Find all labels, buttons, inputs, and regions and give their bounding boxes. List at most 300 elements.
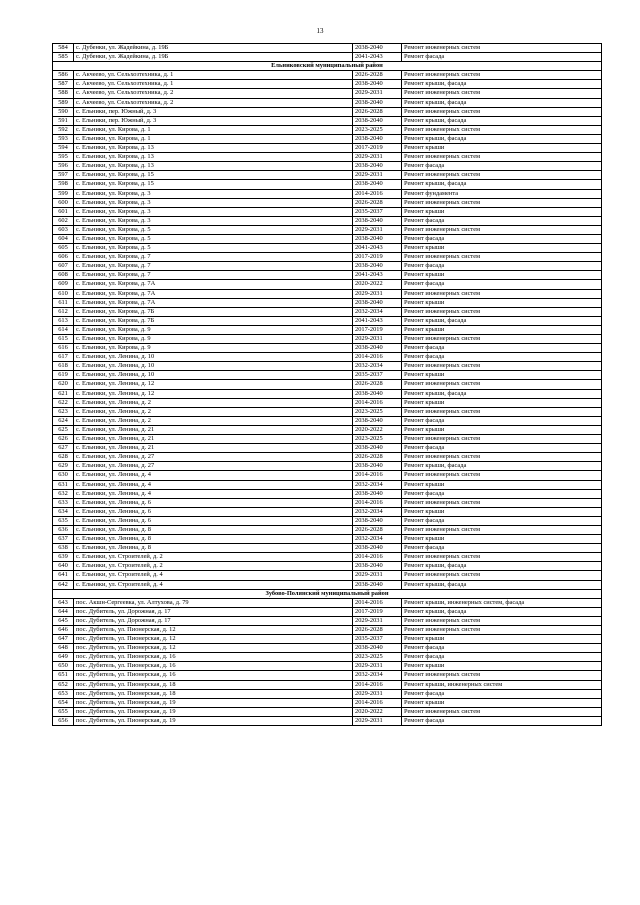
table-row [53,98,602,107]
row-address: с. Ельники, ул. Ленина, д. 10 [74,353,353,362]
row-period: 2017-2019 [353,144,402,153]
table-row [53,507,602,516]
row-number: 655 [53,707,74,716]
row-address: с. Ельники, ул. Кирова, д. 7А [74,280,353,289]
row-address: с. Ельники, ул. Ленина, д. 21 [74,435,353,444]
row-period: 2029-2031 [353,153,402,162]
row-work-type: Ремонт инженерных систем [402,671,602,680]
row-number: 589 [53,98,74,107]
row-number: 606 [53,253,74,262]
row-number: 600 [53,198,74,207]
table-row [53,562,602,571]
row-work-type: Ремонт фасада [402,489,602,498]
row-work-type: Ремонт инженерных систем [402,307,602,316]
row-address: с. Ельники, ул. Ленина, д. 2 [74,416,353,425]
table-row [53,435,602,444]
row-address: пос. Дубитель, ул. Пионерская, д. 12 [74,644,353,653]
row-number: 633 [53,498,74,507]
table-row [53,89,602,98]
row-address: с. Ельники, ул. Кирова, д. 5 [74,244,353,253]
row-address: с. Ельники, ул. Кирова, д. 7А [74,298,353,307]
table-row [53,316,602,325]
row-number: 629 [53,462,74,471]
row-address: с. Ельники, ул. Ленина, д. 8 [74,525,353,534]
row-work-type: Ремонт фасада [402,53,602,62]
section-row [53,589,602,598]
row-period: 2023-2025 [353,653,402,662]
row-address: с. Ельники, ул. Ленина, д. 12 [74,380,353,389]
table-row [53,571,602,580]
row-work-type: Ремонт крыши [402,298,602,307]
row-period: 2017-2019 [353,253,402,262]
row-period: 2032-2034 [353,507,402,516]
table-row [53,480,602,489]
row-work-type: Ремонт фасада [402,444,602,453]
row-work-type: Ремонт фасада [402,262,602,271]
row-work-type: Ремонт крыши [402,662,602,671]
row-number: 599 [53,189,74,198]
row-address: с. Ельники, ул. Кирова, д. 13 [74,153,353,162]
table-row [53,407,602,416]
row-number: 593 [53,134,74,143]
row-address: с. Ельники, ул. Кирова, д. 1 [74,125,353,134]
row-address: с. Ельники, ул. Кирова, д. 3 [74,189,353,198]
table-row [53,453,602,462]
table-row [53,171,602,180]
row-period: 2035-2037 [353,371,402,380]
row-number: 644 [53,607,74,616]
table-row [53,307,602,316]
table-row [53,280,602,289]
row-period: 2026-2028 [353,453,402,462]
row-address: пос. Дубитель, ул. Пионерская, д. 16 [74,671,353,680]
table-row [53,125,602,134]
row-address: с. Ельники, ул. Ленина, д. 6 [74,516,353,525]
table-row [53,516,602,525]
row-work-type: Ремонт инженерных систем [402,107,602,116]
row-work-type: Ремонт инженерных систем [402,225,602,234]
repair-schedule-table [52,43,602,726]
row-number: 594 [53,144,74,153]
table-row [53,107,602,116]
row-period: 2038-2040 [353,644,402,653]
table-row [53,535,602,544]
row-number: 622 [53,398,74,407]
row-period: 2026-2028 [353,525,402,534]
table-row [53,198,602,207]
row-address: пос. Дубитель, ул. Пионерская, д. 12 [74,635,353,644]
row-number: 648 [53,644,74,653]
row-address: с. Ельники, ул. Ленина, д. 10 [74,362,353,371]
row-number: 596 [53,162,74,171]
row-period: 2041-2043 [353,244,402,253]
row-address: с. Ельники, ул. Ленина, д. 6 [74,507,353,516]
table-row [53,371,602,380]
row-address: пос. Дубитель, ул. Пионерская, д. 18 [74,680,353,689]
row-period: 2014-2016 [353,353,402,362]
row-number: 607 [53,262,74,271]
row-number: 591 [53,116,74,125]
table-row [53,225,602,234]
row-period: 2026-2028 [353,626,402,635]
table-row [53,444,602,453]
row-address: с. Дубенки, ул. Жадейкина, д. 19Б [74,53,353,62]
table-row [53,616,602,625]
row-number: 639 [53,553,74,562]
row-work-type: Ремонт инженерных систем [402,125,602,134]
table-row [53,671,602,680]
row-number: 642 [53,580,74,589]
row-period: 2038-2040 [353,580,402,589]
row-work-type: Ремонт крыши, инженерных систем [402,680,602,689]
row-number: 628 [53,453,74,462]
row-number: 590 [53,107,74,116]
row-period: 2032-2034 [353,671,402,680]
row-number: 653 [53,689,74,698]
row-period: 2023-2025 [353,435,402,444]
row-period: 2035-2037 [353,635,402,644]
row-number: 623 [53,407,74,416]
row-number: 647 [53,635,74,644]
row-work-type: Ремонт инженерных систем [402,335,602,344]
row-number: 608 [53,271,74,280]
row-address: с. Акчеево, ул. Сельхозтехника, д. 2 [74,98,353,107]
row-period: 2023-2025 [353,407,402,416]
row-number: 645 [53,616,74,625]
row-work-type: Ремонт инженерных систем [402,626,602,635]
row-period: 2029-2031 [353,335,402,344]
row-address: с. Ельники, ул. Ленина, д. 4 [74,489,353,498]
row-number: 611 [53,298,74,307]
row-period: 2035-2037 [353,207,402,216]
row-work-type: Ремонт фасада [402,716,602,725]
table-row [53,662,602,671]
row-work-type: Ремонт инженерных систем [402,407,602,416]
row-number: 616 [53,344,74,353]
row-work-type: Ремонт инженерных систем [402,44,602,53]
row-number: 640 [53,562,74,571]
row-number: 614 [53,325,74,334]
row-address: с. Ельники, ул. Кирова, д. 7 [74,271,353,280]
row-number: 609 [53,280,74,289]
row-address: пос. Акшн-Сергеевка, ул. Алтухова, д. 79 [74,598,353,607]
row-period: 2029-2031 [353,571,402,580]
row-number: 654 [53,698,74,707]
table-row [53,144,602,153]
table-row [53,134,602,143]
row-number: 610 [53,289,74,298]
row-work-type: Ремонт крыши [402,635,602,644]
row-period: 2038-2040 [353,416,402,425]
row-address: с. Ельники, ул. Кирова, д. 3 [74,207,353,216]
row-number: 613 [53,316,74,325]
row-number: 602 [53,216,74,225]
row-work-type: Ремонт крыши, фасада [402,389,602,398]
row-work-type: Ремонт фасада [402,644,602,653]
table-row [53,544,602,553]
row-address: с. Ельники, ул. Кирова, д. 1 [74,134,353,143]
row-period: 2038-2040 [353,298,402,307]
row-work-type: Ремонт фасада [402,653,602,662]
row-work-type: Ремонт инженерных систем [402,89,602,98]
row-address: с. Ельники, ул. Кирова, д. 9 [74,344,353,353]
table-row [53,153,602,162]
section-title: Ельниковский муниципальный район [53,62,602,71]
row-period: 2029-2031 [353,716,402,725]
table-body [53,44,602,726]
row-work-type: Ремонт фасада [402,162,602,171]
table-row [53,234,602,243]
row-address: пос. Дубитель, ул. Дорожная, д. 17 [74,616,353,625]
table-row [53,289,602,298]
row-number: 638 [53,544,74,553]
row-number: 618 [53,362,74,371]
table-row [53,607,602,616]
row-work-type: Ремонт инженерных систем [402,380,602,389]
table-row [53,716,602,725]
row-work-type: Ремонт инженерных систем [402,71,602,80]
row-address: с. Ельники, ул. Кирова, д. 5 [74,225,353,234]
table-row [53,262,602,271]
row-work-type: Ремонт крыши, фасада [402,562,602,571]
row-number: 584 [53,44,74,53]
row-work-type: Ремонт инженерных систем [402,525,602,534]
row-work-type: Ремонт крыши, фасада [402,462,602,471]
row-work-type: Ремонт инженерных систем [402,571,602,580]
row-work-type: Ремонт инженерных систем [402,253,602,262]
row-address: с. Ельники, ул. Кирова, д. 15 [74,180,353,189]
row-work-type: Ремонт инженерных систем [402,471,602,480]
row-number: 621 [53,389,74,398]
row-number: 605 [53,244,74,253]
row-address: с. Ельники, ул. Кирова, д. 7А [74,289,353,298]
row-work-type: Ремонт крыши, фасада [402,316,602,325]
table-row [53,389,602,398]
row-period: 2038-2040 [353,562,402,571]
row-period: 2038-2040 [353,80,402,89]
row-period: 2029-2031 [353,289,402,298]
row-work-type: Ремонт фасада [402,344,602,353]
row-work-type: Ремонт инженерных систем [402,362,602,371]
row-number: 646 [53,626,74,635]
row-number: 651 [53,671,74,680]
row-period: 2032-2034 [353,535,402,544]
row-address: с. Ельники, ул. Ленина, д. 27 [74,453,353,462]
row-period: 2038-2040 [353,462,402,471]
table-row [53,598,602,607]
row-address: с. Ельники, ул. Ленина, д. 8 [74,535,353,544]
row-work-type: Ремонт крыши [402,207,602,216]
row-period: 2014-2016 [353,471,402,480]
row-period: 2026-2028 [353,380,402,389]
row-address: пос. Дубитель, ул. Дорожная, д. 17 [74,607,353,616]
row-period: 2014-2016 [353,698,402,707]
table-row [53,71,602,80]
row-address: с. Ельники, ул. Кирова, д. 7Б [74,316,353,325]
table-row [53,207,602,216]
table-row [53,335,602,344]
table-row [53,380,602,389]
row-period: 2032-2034 [353,362,402,371]
row-number: 631 [53,480,74,489]
row-work-type: Ремонт фасада [402,353,602,362]
row-work-type: Ремонт крыши, фасада [402,607,602,616]
table-row [53,498,602,507]
row-period: 2038-2040 [353,344,402,353]
row-address: с. Ельники, ул. Кирова, д. 3 [74,198,353,207]
table-row [53,80,602,89]
row-period: 2041-2043 [353,271,402,280]
row-address: с. Ельники, ул. Ленина, д. 21 [74,425,353,434]
table-row [53,189,602,198]
table-row [53,271,602,280]
table-row [53,180,602,189]
row-work-type: Ремонт инженерных систем [402,171,602,180]
row-work-type: Ремонт крыши, фасада [402,98,602,107]
table-row [53,653,602,662]
row-period: 2017-2019 [353,607,402,616]
row-number: 612 [53,307,74,316]
table-row [53,325,602,334]
row-address: пос. Дубитель, ул. Пионерская, д. 18 [74,689,353,698]
row-period: 2014-2016 [353,498,402,507]
row-period: 2038-2040 [353,116,402,125]
row-period: 2023-2025 [353,125,402,134]
row-period: 2038-2040 [353,98,402,107]
row-work-type: Ремонт фасада [402,216,602,225]
row-address: с. Ельники, ул. Ленина, д. 2 [74,398,353,407]
row-number: 635 [53,516,74,525]
row-work-type: Ремонт крыши [402,325,602,334]
row-address: с. Ельники, ул. Ленина, д. 4 [74,471,353,480]
row-period: 2038-2040 [353,180,402,189]
row-number: 630 [53,471,74,480]
row-address: с. Дубенки, ул. Жадейкина, д. 19Б [74,44,353,53]
row-period: 2038-2040 [353,44,402,53]
row-period: 2038-2040 [353,389,402,398]
row-address: с. Акчеево, ул. Сельхозтехника, д. 1 [74,80,353,89]
row-address: с. Ельники, ул. Строителей, д. 2 [74,562,353,571]
row-period: 2014-2016 [353,398,402,407]
row-number: 598 [53,180,74,189]
row-period: 2014-2016 [353,553,402,562]
table-row [53,416,602,425]
row-work-type: Ремонт крыши, фасада [402,180,602,189]
row-number: 597 [53,171,74,180]
row-number: 585 [53,53,74,62]
table-row [53,489,602,498]
row-address: с. Акчеево, ул. Сельхозтехника, д. 1 [74,71,353,80]
row-period: 2020-2022 [353,425,402,434]
table-row [53,398,602,407]
row-number: 587 [53,80,74,89]
row-number: 603 [53,225,74,234]
table-row [53,635,602,644]
row-number: 649 [53,653,74,662]
row-address: с. Ельники, ул. Кирова, д. 9 [74,325,353,334]
row-work-type: Ремонт крыши [402,144,602,153]
table-row [53,471,602,480]
table-row [53,44,602,53]
row-period: 2029-2031 [353,89,402,98]
row-address: пос. Дубитель, ул. Пионерская, д. 16 [74,653,353,662]
row-work-type: Ремонт крыши, фасада [402,134,602,143]
row-period: 2014-2016 [353,598,402,607]
row-period: 2014-2016 [353,189,402,198]
row-work-type: Ремонт инженерных систем [402,289,602,298]
row-number: 637 [53,535,74,544]
row-period: 2029-2031 [353,171,402,180]
page-number: 13 [316,27,324,35]
row-number: 604 [53,234,74,243]
row-number: 620 [53,380,74,389]
table-row [53,553,602,562]
row-address: с. Ельники, ул. Ленина, д. 21 [74,444,353,453]
row-address: пос. Дубитель, ул. Пионерская, д. 12 [74,626,353,635]
row-work-type: Ремонт инженерных систем [402,707,602,716]
row-number: 595 [53,153,74,162]
table-row [53,162,602,171]
row-number: 601 [53,207,74,216]
table-row [53,626,602,635]
table-row [53,689,602,698]
row-work-type: Ремонт крыши [402,271,602,280]
row-work-type: Ремонт крыши [402,507,602,516]
row-number: 650 [53,662,74,671]
row-period: 2029-2031 [353,225,402,234]
row-work-type: Ремонт крыши [402,425,602,434]
row-work-type: Ремонт инженерных систем [402,453,602,462]
row-period: 2038-2040 [353,162,402,171]
row-period: 2029-2031 [353,689,402,698]
table-row [53,53,602,62]
table-row [53,680,602,689]
row-period: 2017-2019 [353,325,402,334]
row-number: 615 [53,335,74,344]
row-period: 2038-2040 [353,262,402,271]
table-row [53,698,602,707]
row-period: 2038-2040 [353,516,402,525]
row-number: 586 [53,71,74,80]
row-number: 624 [53,416,74,425]
row-address: с. Ельники, ул. Кирова, д. 15 [74,171,353,180]
row-address: с. Ельники, ул. Кирова, д. 13 [74,144,353,153]
row-work-type: Ремонт фундамента [402,189,602,198]
row-work-type: Ремонт инженерных систем [402,616,602,625]
table-row [53,362,602,371]
table-row [53,425,602,434]
row-address: с. Ельники, ул. Строителей, д. 2 [74,553,353,562]
row-period: 2029-2031 [353,616,402,625]
table-row [53,216,602,225]
row-address: с. Ельники, ул. Кирова, д. 7 [74,253,353,262]
row-period: 2041-2043 [353,316,402,325]
row-work-type: Ремонт инженерных систем [402,153,602,162]
row-work-type: Ремонт крыши [402,535,602,544]
row-work-type: Ремонт инженерных систем [402,553,602,562]
row-address: с. Ельники, ул. Ленина, д. 6 [74,498,353,507]
row-number: 656 [53,716,74,725]
row-period: 2032-2034 [353,307,402,316]
table-row [53,707,602,716]
row-period: 2026-2028 [353,107,402,116]
row-work-type: Ремонт фасада [402,516,602,525]
row-address: с. Ельники, ул. Строителей, д. 4 [74,580,353,589]
row-number: 625 [53,425,74,434]
row-work-type: Ремонт крыши [402,480,602,489]
row-number: 588 [53,89,74,98]
row-number: 641 [53,571,74,580]
